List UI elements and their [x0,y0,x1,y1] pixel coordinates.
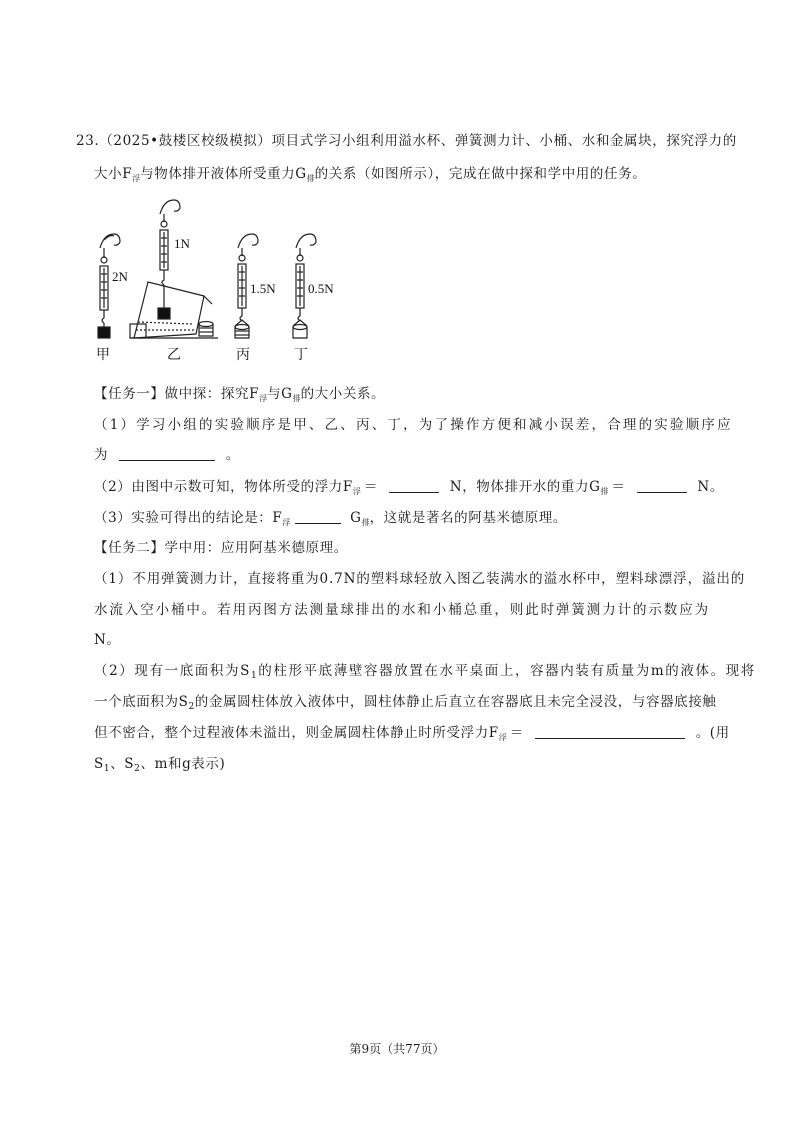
subscript-pai: 排 [361,518,370,527]
question-intro-text: 项目式学习小组利用溢水杯、弹簧测力计、小桶、水和金属块，探究浮力的 [271,133,737,149]
label-bing: 丙 [236,347,250,363]
task2-q2-text-4b: 、S [110,756,135,772]
task1-q2-text-c: N，物体排开水的重力G [449,479,601,495]
intro-text-c: 的关系（如图所示），完成在做中探和学中用的任务。 [314,166,647,182]
task1-heading-c: 的大小关系。 [300,386,386,402]
experiment-figure [86,196,356,368]
subscript-pai: 排 [292,394,301,403]
task2-q1-text-3: N。 [94,632,121,648]
spring-scale-ding [293,234,316,326]
task1-q3-text-a: （3）实验可得出的结论是：F [94,510,283,526]
subscript-fu: 浮 [259,394,268,403]
subscript-1: 1 [250,671,259,681]
answer-blank-buoyancy[interactable] [389,478,439,493]
bucket-with-water-bing [235,325,249,339]
subscript-fu: 浮 [352,487,361,496]
subscript-fu: 浮 [282,518,291,527]
label-jia: 甲 [96,347,110,363]
page-footer [0,1040,794,1057]
subscript-fu: 浮 [132,174,141,183]
task1-q2-text-a: （2）由图中示数可知，物体所受的浮力F [94,479,353,495]
label-yi: 乙 [167,347,181,363]
answer-blank-displaced-weight[interactable] [637,478,687,493]
question-source: （2025•鼓楼区校级模拟） [99,133,272,149]
answer-blank-relation[interactable] [295,509,341,524]
stand-block [130,324,146,338]
task1-heading [94,384,385,409]
task2-q1-line-3 [94,630,121,650]
answer-blank-order[interactable] [119,446,215,461]
metal-block-jia [98,327,110,338]
label-ding: 丁 [294,347,308,363]
subscript-1: 1 [103,764,111,774]
task1-q1-line-2 [94,445,240,465]
task2-q1-text-1: （1）不用弹簧测力计，直接将重为0.7N的塑料球轻放入图乙装满水的溢水杯中，塑料球漂浮，溢出的 [94,571,746,587]
reading-yi: 1N [174,236,190,251]
task1-q1-end: 。 [225,447,241,463]
answer-blank-buoyancy-expression[interactable] [535,724,685,739]
task2-q2-line-2 [94,692,716,717]
task1-q1-text: （1）学习小组的实验顺序是甲、乙、丙、丁，为了操作方便和减小误差，合理的实验顺序应 [94,417,733,433]
small-bucket-yi [199,322,213,337]
page-number: 第9页（共77页） [349,1042,445,1056]
task2-q2-line-4 [94,754,225,779]
task2-q2-text-3a: 但不密合，整个过程液体未溢出，则金属圆柱体静止时所受浮力F [94,725,499,741]
task2-q2-text-2b: 的金属圆柱体放入液体中，圆柱体静止后直立在容器底且未完全浸没，与容器底接触 [194,694,717,710]
task1-q2-eq1: ＝ [363,479,378,495]
task1-q2-unit: N。 [697,479,724,495]
intro-text-b: 与物体排开液体所受重力G [140,166,307,182]
task2-q2-text-1a: （2）现有一底面积为S [94,663,251,679]
task2-q2-eq: ＝ [509,725,524,741]
spring-scale-yi [160,200,180,308]
task1-q3-text-b: G [350,510,362,526]
task2-q2-line-1 [94,661,756,686]
task2-q1-line-2 [94,600,710,620]
task2-q2-text-3c: 。(用 [695,725,730,741]
subscript-pai: 排 [306,174,315,183]
intro-text-a: 大小F [94,166,133,182]
metal-block-yi [158,308,170,319]
task2-q2-text-2a: 一个底面积为S [94,694,189,710]
task1-q3-line [94,508,567,533]
task1-q3-text-c: ，这就是著名的阿基米德原理。 [369,510,567,526]
task2-q2-line-3 [94,723,730,748]
task2-q2-text-1b: 的柱形平底薄壁容器放置在水平桌面上，容器内装有质量为m的液体。现将 [258,663,756,679]
subscript-2: 2 [188,702,195,712]
question-intro-line-1 [76,131,737,151]
task1-q2-line [94,477,724,502]
subscript-fu: 浮 [498,733,507,742]
task1-q1-text-2: 为 [94,447,109,463]
reading-ding: 0.5N [308,281,334,296]
reading-jia: 2N [112,269,128,284]
task2-q1-line-1 [94,569,745,589]
task1-q2-eq2: ＝ [611,479,626,495]
task1-q1-line-1 [94,415,733,435]
task2-q2-text-4c: 、m和g表示) [140,756,226,772]
spring-scale-bing [235,234,258,326]
task1-heading-a: 【任务一】做中探：探究F [94,386,260,402]
question-number: 23. [76,133,100,149]
task2-heading [94,538,348,558]
subscript-pai: 排 [600,487,609,496]
task2-q2-text-4a: S [94,756,104,772]
task2-heading-text: 【任务二】学中用：应用阿基米德原理。 [94,540,348,556]
subscript-2: 2 [134,764,141,774]
task1-heading-b: 与G [267,386,293,402]
question-intro-line-2 [94,164,646,189]
task2-q1-text-2: 水流入空小桶中。若用丙图方法测量球排出的水和小桶总重，则此时弹簧测力计的示数应为 [94,602,710,618]
empty-bucket-ding [293,325,307,339]
reading-bing: 1.5N [250,281,276,296]
